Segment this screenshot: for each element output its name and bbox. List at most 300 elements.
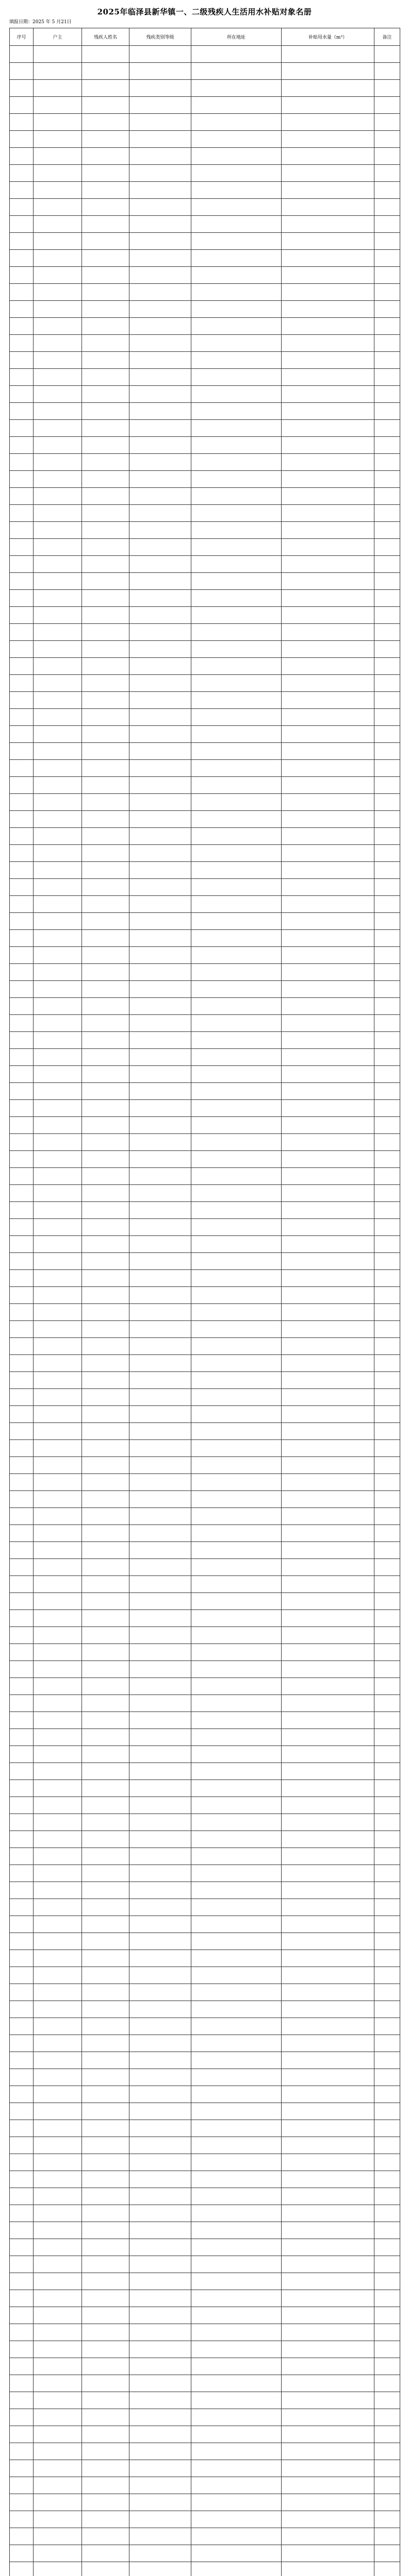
table-row: [10, 2443, 400, 2460]
cell-household-head: [34, 2239, 82, 2256]
cell-remarks: [374, 624, 400, 641]
cell-disabled-person: [82, 1457, 129, 1474]
cell-water-amount: [282, 794, 374, 811]
cell-remarks: [374, 760, 400, 777]
cell-disabled-person: [82, 1202, 129, 1219]
table-row: [10, 556, 400, 573]
table-row: [10, 131, 400, 148]
cell-remarks: [374, 556, 400, 573]
table-row: [10, 1457, 400, 1474]
cell-water-amount: [282, 1423, 374, 1440]
table-row: [10, 1508, 400, 1525]
table-row: [10, 267, 400, 284]
cell-household-head: [34, 1202, 82, 1219]
cell-disability-level: [129, 114, 191, 131]
cell-water-amount: [282, 1525, 374, 1542]
cell-household-head: [34, 1559, 82, 1576]
cell-index: [10, 1185, 34, 1202]
cell-address: [191, 726, 282, 743]
cell-water-amount: [282, 1321, 374, 1338]
cell-disabled-person: [82, 1899, 129, 1916]
cell-water-amount: [282, 2001, 374, 2018]
cell-disabled-person: [82, 607, 129, 624]
cell-disability-level: [129, 2222, 191, 2239]
cell-household-head: [34, 131, 82, 148]
cell-household-head: [34, 2426, 82, 2443]
cell-index: [10, 1338, 34, 1355]
cell-remarks: [374, 1389, 400, 1406]
cell-disability-level: [129, 1134, 191, 1151]
cell-disabled-person: [82, 1015, 129, 1032]
cell-household-head: [34, 1338, 82, 1355]
cell-water-amount: [282, 1967, 374, 1984]
cell-disability-level: [129, 250, 191, 267]
table-row: [10, 2222, 400, 2239]
cell-disabled-person: [82, 964, 129, 981]
cell-household-head: [34, 2290, 82, 2307]
cell-remarks: [374, 216, 400, 233]
cell-address: [191, 2562, 282, 2576]
cell-address: [191, 2018, 282, 2035]
cell-disabled-person: [82, 1083, 129, 1100]
cell-disabled-person: [82, 1661, 129, 1678]
cell-remarks: [374, 1066, 400, 1083]
table-row: [10, 1882, 400, 1899]
cell-address: [191, 80, 282, 97]
cell-household-head: [34, 947, 82, 964]
fill-date: 填报日期：2025 年 5 月21日: [9, 20, 72, 25]
cell-water-amount: [282, 2222, 374, 2239]
cell-household-head: [34, 1185, 82, 1202]
cell-household-head: [34, 1066, 82, 1083]
cell-household-head: [34, 692, 82, 709]
cell-water-amount: [282, 216, 374, 233]
cell-water-amount: [282, 2239, 374, 2256]
cell-remarks: [374, 1712, 400, 1729]
cell-address: [191, 46, 282, 63]
cell-disability-level: [129, 641, 191, 658]
cell-index: [10, 607, 34, 624]
cell-disability-level: [129, 1780, 191, 1797]
table-row: [10, 2154, 400, 2171]
cell-remarks: [374, 1763, 400, 1780]
cell-address: [191, 879, 282, 896]
cell-disability-level: [129, 1372, 191, 1389]
cell-household-head: [34, 2307, 82, 2324]
cell-index: [10, 539, 34, 556]
cell-index: [10, 1542, 34, 1559]
cell-disabled-person: [82, 437, 129, 454]
cell-index: [10, 1389, 34, 1406]
cell-household-head: [34, 2443, 82, 2460]
cell-disabled-person: [82, 1559, 129, 1576]
cell-address: [191, 1440, 282, 1457]
cell-address: [191, 2239, 282, 2256]
cell-address: [191, 1865, 282, 1882]
cell-water-amount: [282, 505, 374, 522]
cell-address: [191, 131, 282, 148]
cell-index: [10, 165, 34, 182]
header-remarks: 备注: [374, 28, 400, 46]
cell-water-amount: [282, 2069, 374, 2086]
cell-remarks: [374, 539, 400, 556]
cell-remarks: [374, 1950, 400, 1967]
cell-household-head: [34, 403, 82, 420]
cell-index: [10, 2069, 34, 2086]
cell-disability-level: [129, 1814, 191, 1831]
cell-disability-level: [129, 1338, 191, 1355]
cell-address: [191, 1134, 282, 1151]
cell-index: [10, 1593, 34, 1610]
cell-address: [191, 930, 282, 947]
cell-remarks: [374, 1593, 400, 1610]
cell-address: [191, 828, 282, 845]
cell-index: [10, 2273, 34, 2290]
table-row: [10, 2324, 400, 2341]
cell-disability-level: [129, 1729, 191, 1746]
cell-water-amount: [282, 1610, 374, 1627]
cell-index: [10, 1831, 34, 1848]
table-row: [10, 2120, 400, 2137]
cell-disability-level: [129, 1202, 191, 1219]
header-water-amount: 补贴用水量（m³）: [282, 28, 374, 46]
cell-remarks: [374, 1100, 400, 1117]
cell-address: [191, 2188, 282, 2205]
cell-water-amount: [282, 1780, 374, 1797]
cell-disabled-person: [82, 1916, 129, 1933]
cell-water-amount: [282, 760, 374, 777]
cell-remarks: [374, 2290, 400, 2307]
cell-household-head: [34, 573, 82, 590]
table-row: [10, 369, 400, 386]
cell-disabled-person: [82, 981, 129, 998]
cell-remarks: [374, 2477, 400, 2494]
cell-water-amount: [282, 1389, 374, 1406]
cell-household-head: [34, 1661, 82, 1678]
cell-water-amount: [282, 658, 374, 675]
cell-disability-level: [129, 1950, 191, 1967]
table-row: [10, 1831, 400, 1848]
cell-index: [10, 1168, 34, 1185]
cell-disabled-person: [82, 2460, 129, 2477]
cell-index: [10, 114, 34, 131]
cell-disabled-person: [82, 2307, 129, 2324]
cell-water-amount: [282, 896, 374, 913]
cell-disability-level: [129, 2256, 191, 2273]
cell-disability-level: [129, 1678, 191, 1695]
cell-index: [10, 1083, 34, 1100]
cell-disability-level: [129, 216, 191, 233]
cell-index: [10, 216, 34, 233]
table-body: [10, 46, 400, 2576]
cell-household-head: [34, 233, 82, 250]
cell-index: [10, 505, 34, 522]
cell-address: [191, 760, 282, 777]
cell-index: [10, 930, 34, 947]
cell-index: [10, 1967, 34, 1984]
cell-index: [10, 1916, 34, 1933]
cell-household-head: [34, 165, 82, 182]
cell-household-head: [34, 2273, 82, 2290]
table-row: [10, 2001, 400, 2018]
table-row: [10, 386, 400, 403]
cell-index: [10, 1355, 34, 1372]
cell-index: [10, 675, 34, 692]
cell-remarks: [374, 2052, 400, 2069]
cell-disability-level: [129, 165, 191, 182]
cell-disabled-person: [82, 420, 129, 437]
cell-disabled-person: [82, 505, 129, 522]
cell-water-amount: [282, 2137, 374, 2154]
header-address: 所在地址: [191, 28, 282, 46]
cell-household-head: [34, 284, 82, 301]
cell-water-amount: [282, 1508, 374, 1525]
cell-household-head: [34, 2188, 82, 2205]
cell-index: [10, 80, 34, 97]
cell-address: [191, 1151, 282, 1168]
table-row: [10, 1440, 400, 1457]
table-row: [10, 148, 400, 165]
table-row: [10, 1933, 400, 1950]
cell-index: [10, 1559, 34, 1576]
cell-disability-level: [129, 1848, 191, 1865]
cell-disability-level: [129, 1916, 191, 1933]
cell-household-head: [34, 1219, 82, 1236]
cell-household-head: [34, 2069, 82, 2086]
cell-index: [10, 1576, 34, 1593]
cell-index: [10, 2528, 34, 2545]
cell-index: [10, 947, 34, 964]
cell-household-head: [34, 488, 82, 505]
cell-address: [191, 2460, 282, 2477]
cell-disability-level: [129, 556, 191, 573]
cell-disabled-person: [82, 2052, 129, 2069]
cell-disability-level: [129, 1593, 191, 1610]
cell-disabled-person: [82, 1491, 129, 1508]
cell-address: [191, 1100, 282, 1117]
cell-household-head: [34, 1372, 82, 1389]
cell-water-amount: [282, 1117, 374, 1134]
cell-disabled-person: [82, 1389, 129, 1406]
cell-household-head: [34, 437, 82, 454]
cell-disability-level: [129, 284, 191, 301]
cell-disability-level: [129, 1117, 191, 1134]
cell-index: [10, 1049, 34, 1066]
cell-disabled-person: [82, 1644, 129, 1661]
cell-disabled-person: [82, 2239, 129, 2256]
table-row: [10, 2103, 400, 2120]
cell-household-head: [34, 1457, 82, 1474]
cell-address: [191, 947, 282, 964]
cell-remarks: [374, 2018, 400, 2035]
cell-remarks: [374, 2171, 400, 2188]
cell-index: [10, 131, 34, 148]
cell-water-amount: [282, 199, 374, 216]
cell-disabled-person: [82, 1712, 129, 1729]
cell-household-head: [34, 471, 82, 488]
cell-water-amount: [282, 2358, 374, 2375]
table-row: [10, 1797, 400, 1814]
table-row: [10, 2069, 400, 2086]
cell-remarks: [374, 301, 400, 318]
cell-address: [191, 1746, 282, 1763]
cell-address: [191, 998, 282, 1015]
table-row: [10, 2171, 400, 2188]
cell-index: [10, 2290, 34, 2307]
cell-disability-level: [129, 2137, 191, 2154]
cell-address: [191, 2341, 282, 2358]
cell-address: [191, 1542, 282, 1559]
cell-remarks: [374, 2205, 400, 2222]
cell-disability-level: [129, 573, 191, 590]
cell-disabled-person: [82, 658, 129, 675]
cell-household-head: [34, 845, 82, 862]
cell-remarks: [374, 1814, 400, 1831]
cell-disabled-person: [82, 250, 129, 267]
cell-household-head: [34, 913, 82, 930]
cell-remarks: [374, 182, 400, 199]
cell-household-head: [34, 301, 82, 318]
cell-index: [10, 2205, 34, 2222]
cell-address: [191, 811, 282, 828]
cell-disability-level: [129, 1576, 191, 1593]
cell-remarks: [374, 1236, 400, 1253]
cell-water-amount: [282, 1219, 374, 1236]
cell-remarks: [374, 692, 400, 709]
cell-remarks: [374, 930, 400, 947]
cell-address: [191, 420, 282, 437]
cell-disability-level: [129, 148, 191, 165]
cell-water-amount: [282, 1066, 374, 1083]
cell-disabled-person: [82, 811, 129, 828]
cell-household-head: [34, 420, 82, 437]
cell-household-head: [34, 1151, 82, 1168]
cell-address: [191, 2086, 282, 2103]
cell-remarks: [374, 352, 400, 369]
cell-water-amount: [282, 1729, 374, 1746]
table-row: [10, 573, 400, 590]
cell-index: [10, 1644, 34, 1661]
cell-index: [10, 233, 34, 250]
cell-water-amount: [282, 2426, 374, 2443]
cell-disability-level: [129, 1899, 191, 1916]
cell-disabled-person: [82, 1848, 129, 1865]
cell-water-amount: [282, 2392, 374, 2409]
cell-disability-level: [129, 1100, 191, 1117]
cell-disability-level: [129, 1168, 191, 1185]
table-row: [10, 2358, 400, 2375]
cell-household-head: [34, 760, 82, 777]
table-row: [10, 233, 400, 250]
cell-disabled-person: [82, 1933, 129, 1950]
cell-address: [191, 1355, 282, 1372]
cell-disability-level: [129, 2324, 191, 2341]
cell-index: [10, 896, 34, 913]
cell-index: [10, 335, 34, 352]
cell-index: [10, 1491, 34, 1508]
cell-disabled-person: [82, 726, 129, 743]
cell-disability-level: [129, 233, 191, 250]
table-row: [10, 2273, 400, 2290]
cell-index: [10, 1321, 34, 1338]
table-row: [10, 1661, 400, 1678]
cell-index: [10, 2562, 34, 2576]
cell-address: [191, 2001, 282, 2018]
table-row: [10, 1712, 400, 1729]
cell-disability-level: [129, 437, 191, 454]
cell-index: [10, 2392, 34, 2409]
cell-index: [10, 1253, 34, 1270]
table-row: [10, 1355, 400, 1372]
cell-address: [191, 2358, 282, 2375]
table-row: [10, 607, 400, 624]
cell-household-head: [34, 2324, 82, 2341]
cell-household-head: [34, 1389, 82, 1406]
cell-water-amount: [282, 165, 374, 182]
table-row: [10, 335, 400, 352]
cell-disability-level: [129, 2358, 191, 2375]
table-row: [10, 2188, 400, 2205]
cell-disabled-person: [82, 998, 129, 1015]
cell-address: [191, 1882, 282, 1899]
cell-index: [10, 1270, 34, 1287]
cell-household-head: [34, 1797, 82, 1814]
cell-remarks: [374, 1491, 400, 1508]
cell-remarks: [374, 2562, 400, 2576]
table-row: [10, 947, 400, 964]
cell-household-head: [34, 1848, 82, 1865]
cell-household-head: [34, 1610, 82, 1627]
cell-address: [191, 1831, 282, 1848]
cell-disabled-person: [82, 1321, 129, 1338]
cell-disability-level: [129, 2477, 191, 2494]
cell-disabled-person: [82, 777, 129, 794]
cell-address: [191, 2426, 282, 2443]
cell-disability-level: [129, 2375, 191, 2392]
cell-address: [191, 335, 282, 352]
cell-household-head: [34, 2205, 82, 2222]
cell-disabled-person: [82, 1253, 129, 1270]
cell-disabled-person: [82, 1542, 129, 1559]
cell-address: [191, 2120, 282, 2137]
cell-remarks: [374, 46, 400, 63]
cell-household-head: [34, 2137, 82, 2154]
subsidy-register-table: [9, 28, 400, 2576]
cell-water-amount: [282, 2494, 374, 2511]
cell-disabled-person: [82, 675, 129, 692]
cell-household-head: [34, 1100, 82, 1117]
cell-remarks: [374, 1882, 400, 1899]
cell-remarks: [374, 2375, 400, 2392]
cell-household-head: [34, 726, 82, 743]
cell-water-amount: [282, 709, 374, 726]
cell-remarks: [374, 1933, 400, 1950]
cell-disability-level: [129, 454, 191, 471]
cell-index: [10, 1134, 34, 1151]
cell-disabled-person: [82, 1508, 129, 1525]
cell-disability-level: [129, 539, 191, 556]
cell-disabled-person: [82, 2035, 129, 2052]
cell-disabled-person: [82, 1049, 129, 1066]
table-row: [10, 1950, 400, 1967]
cell-remarks: [374, 675, 400, 692]
cell-remarks: [374, 1610, 400, 1627]
cell-remarks: [374, 1542, 400, 1559]
cell-disability-level: [129, 199, 191, 216]
cell-remarks: [374, 267, 400, 284]
cell-disabled-person: [82, 1814, 129, 1831]
cell-index: [10, 2052, 34, 2069]
